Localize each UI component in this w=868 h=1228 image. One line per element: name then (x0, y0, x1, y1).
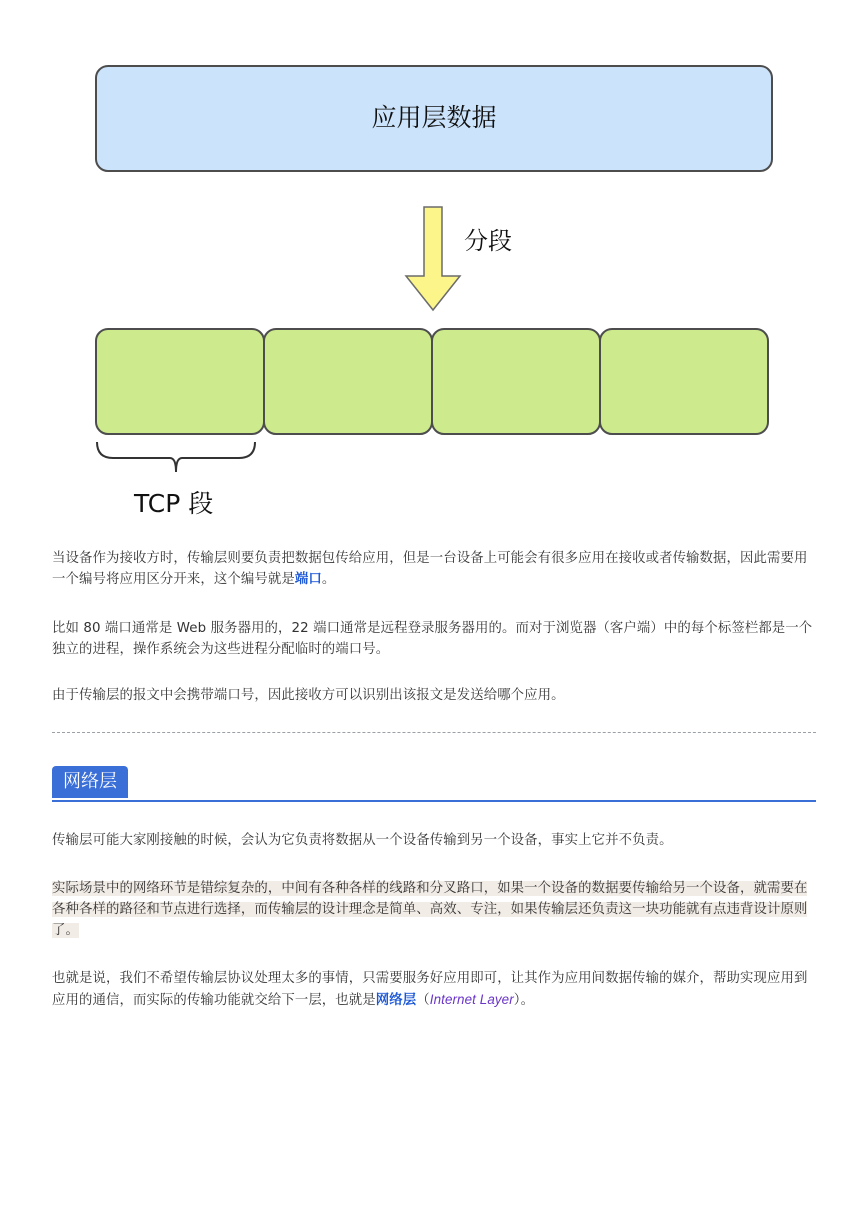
tcp-segment-box (600, 329, 768, 434)
section-heading: 网络层 (52, 766, 128, 798)
segmentation-diagram (0, 0, 868, 530)
tcp-segment-box (432, 329, 600, 434)
port-link[interactable]: 端口 (294, 572, 322, 587)
paragraph-text: 当设备作为接收方时，传输层则要负责把数据包传给应用，但是一台设备上可能会有很多应用在接收或者传输数据，因此需要用一个编号将应用区分开来，这个编号就是 (52, 551, 808, 587)
paragraph-text: 比如 80 端口通常是 Web 服务器用的，22 端口通常是远程登录服务器用的。而对于浏览器（客户端）中的每个标签栏都是一个独立的进程，操作系统会为这些进程分配临时的端口号。 (52, 621, 813, 657)
paragraph-transport-not-responsible (52, 830, 816, 851)
tcp-segment-label: TCP 段 (134, 489, 214, 518)
paragraph-receiver-port (52, 548, 816, 590)
segment-arrow-label: 分段 (464, 227, 512, 255)
paragraph-port-examples (52, 618, 816, 660)
section-divider (52, 732, 816, 733)
paragraph-text: 传输层可能大家刚接触的时候，会认为它负责将数据从一个设备传输到另一个设备，事实上它并不负责。 (52, 833, 673, 848)
internet-layer-term: Internet Layer (429, 992, 514, 1007)
paragraph-network-complexity (52, 878, 816, 941)
tcp-segment-box (264, 329, 432, 434)
paragraph-port-identification (52, 685, 816, 706)
network-layer-link[interactable]: 网络层 (375, 993, 417, 1008)
tcp-segment-box (96, 329, 264, 434)
paren-close: ） (513, 993, 521, 1008)
paragraph-end: 。 (520, 993, 535, 1008)
paragraph-text: 实际场景中的网络环节是错综复杂的，中间有各种各样的线路和分叉路口，如果一个设备的数据要传输给另一个设备，就需要在各种各样的路径和节点进行选择，而传输层的设计理念是简单、高效、专注，如果传输层还负责这一块功能就有点违背设计原则了。 (52, 881, 808, 938)
paragraph-text: 由于传输层的报文中会携带端口号，因此接收方可以识别出该报文是发送给哪个应用。 (52, 688, 565, 703)
paren-open: （ (416, 993, 430, 1008)
segment-brace-icon (97, 442, 255, 472)
paragraph-text: 也就是说，我们不希望传输层协议处理太多的事情，只需要服务好应用即可，让其作为应用间数据传输的媒介，帮助实现应用到应用的通信，而实际的传输功能就交给下一层，也就是 (52, 971, 808, 1008)
paragraph-end: 。 (321, 572, 336, 587)
application-data-label: 应用层数据 (371, 103, 497, 132)
segment-arrow-icon (406, 207, 460, 310)
section-heading-bar (52, 766, 816, 802)
paragraph-network-layer-intro (52, 968, 816, 1011)
